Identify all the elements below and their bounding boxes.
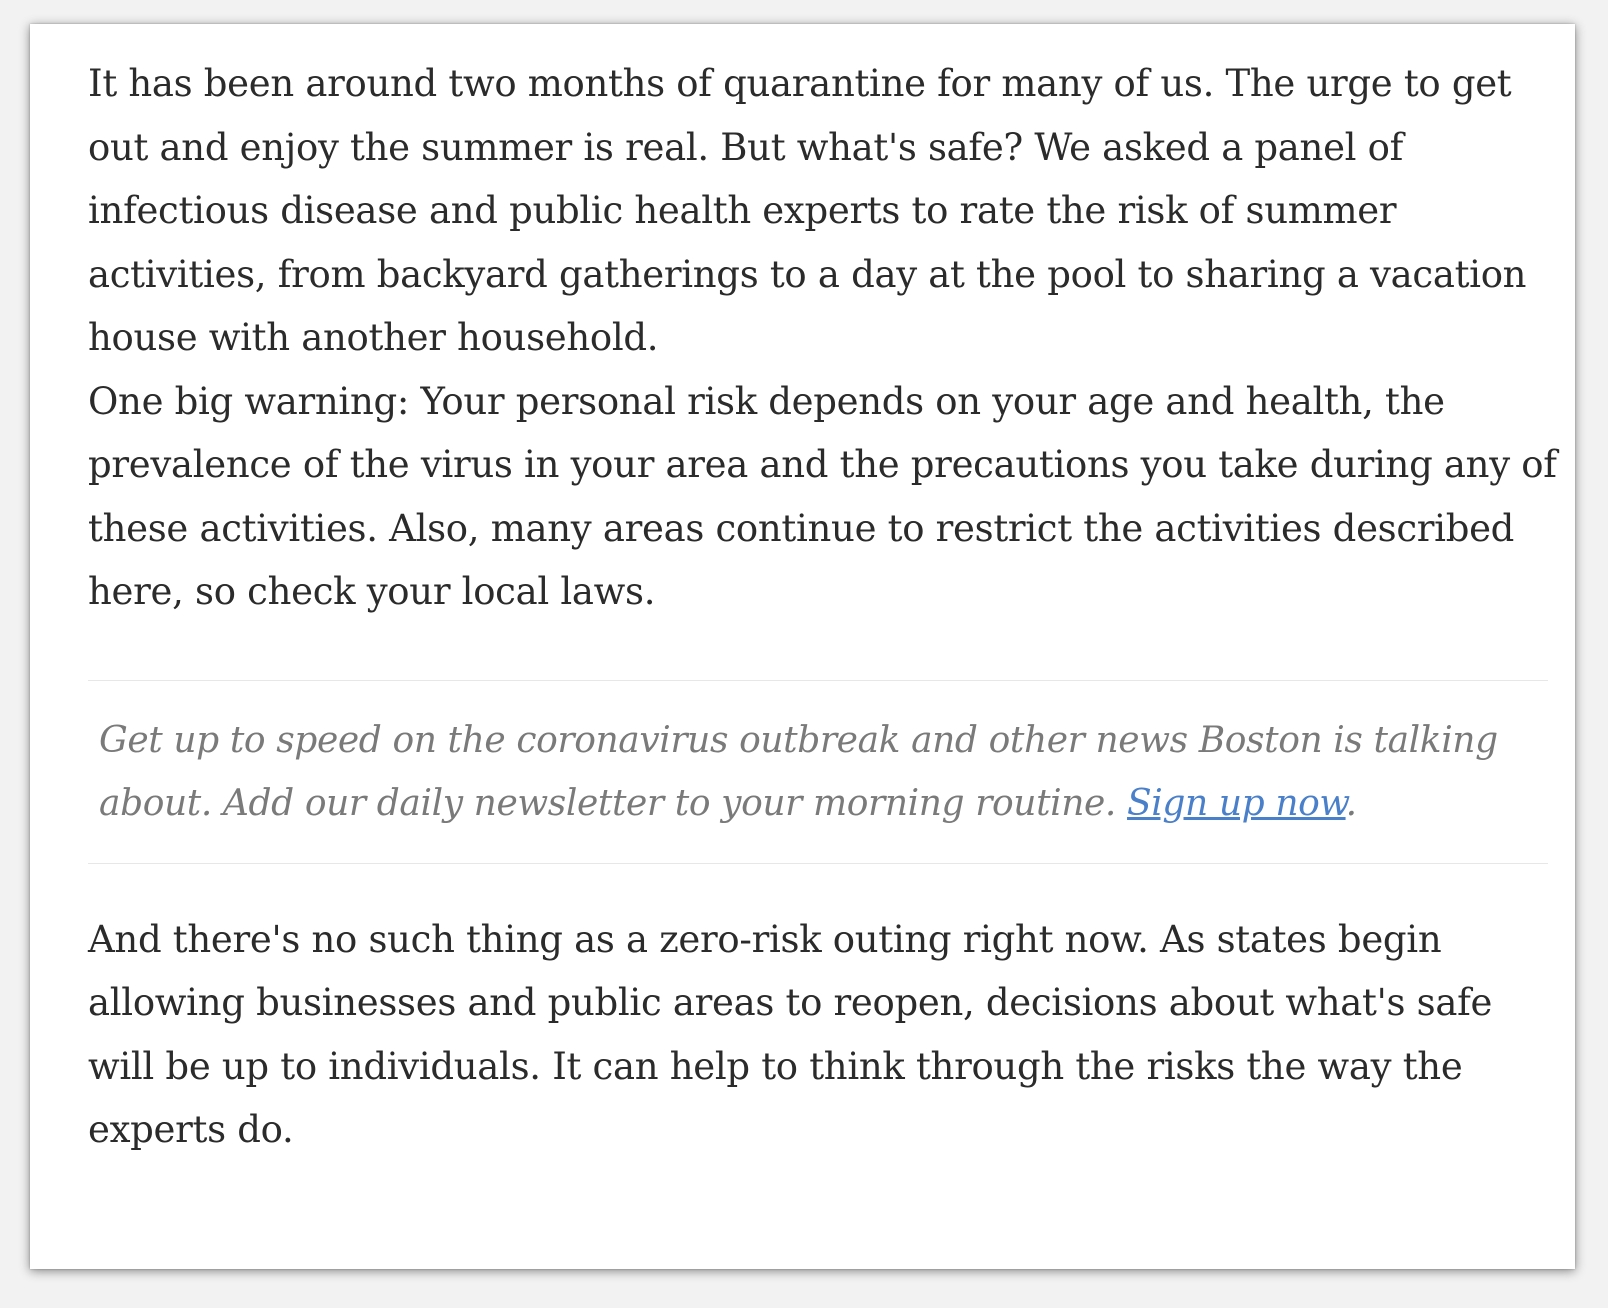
article-paragraph-3: And there's no such thing as a zero-risk outing right now. As states begin allowing businesses and public areas to reopen, decisions about what's safe will be up to individuals. It can help to think through the risks the way the experts do. xyxy=(88,917,1493,1151)
divider xyxy=(88,863,1548,864)
article-paragraph-1: It has been around two months of quarantine for many of us. The urge to get out and enjoy the summer is real. But what's safe? We asked a panel of infectious disease and public health experts to rate the risk of summer activities, from backyard gatherings to a day at the pool to sharing a vacation house with another household. xyxy=(88,62,1527,359)
article-card xyxy=(30,24,1575,1269)
article-paragraph-2: One big warning: Your personal risk depends on your age and health, the prevalence of the virus in your area and the precautions you take during any of these activities. Also, many areas continue to restrict the activities described here, so check your local laws. xyxy=(88,379,1557,613)
newsletter-promo-text: Get up to speed on the coronavirus outbreak and other news Boston is talking about. Add our daily newsletter to your morning routine. xyxy=(99,719,1498,824)
article-body xyxy=(88,52,1558,1162)
newsletter-promo xyxy=(88,681,1558,863)
newsletter-promo-trailing: . xyxy=(1345,782,1357,824)
sign-up-link[interactable]: Sign up now xyxy=(1127,782,1346,824)
